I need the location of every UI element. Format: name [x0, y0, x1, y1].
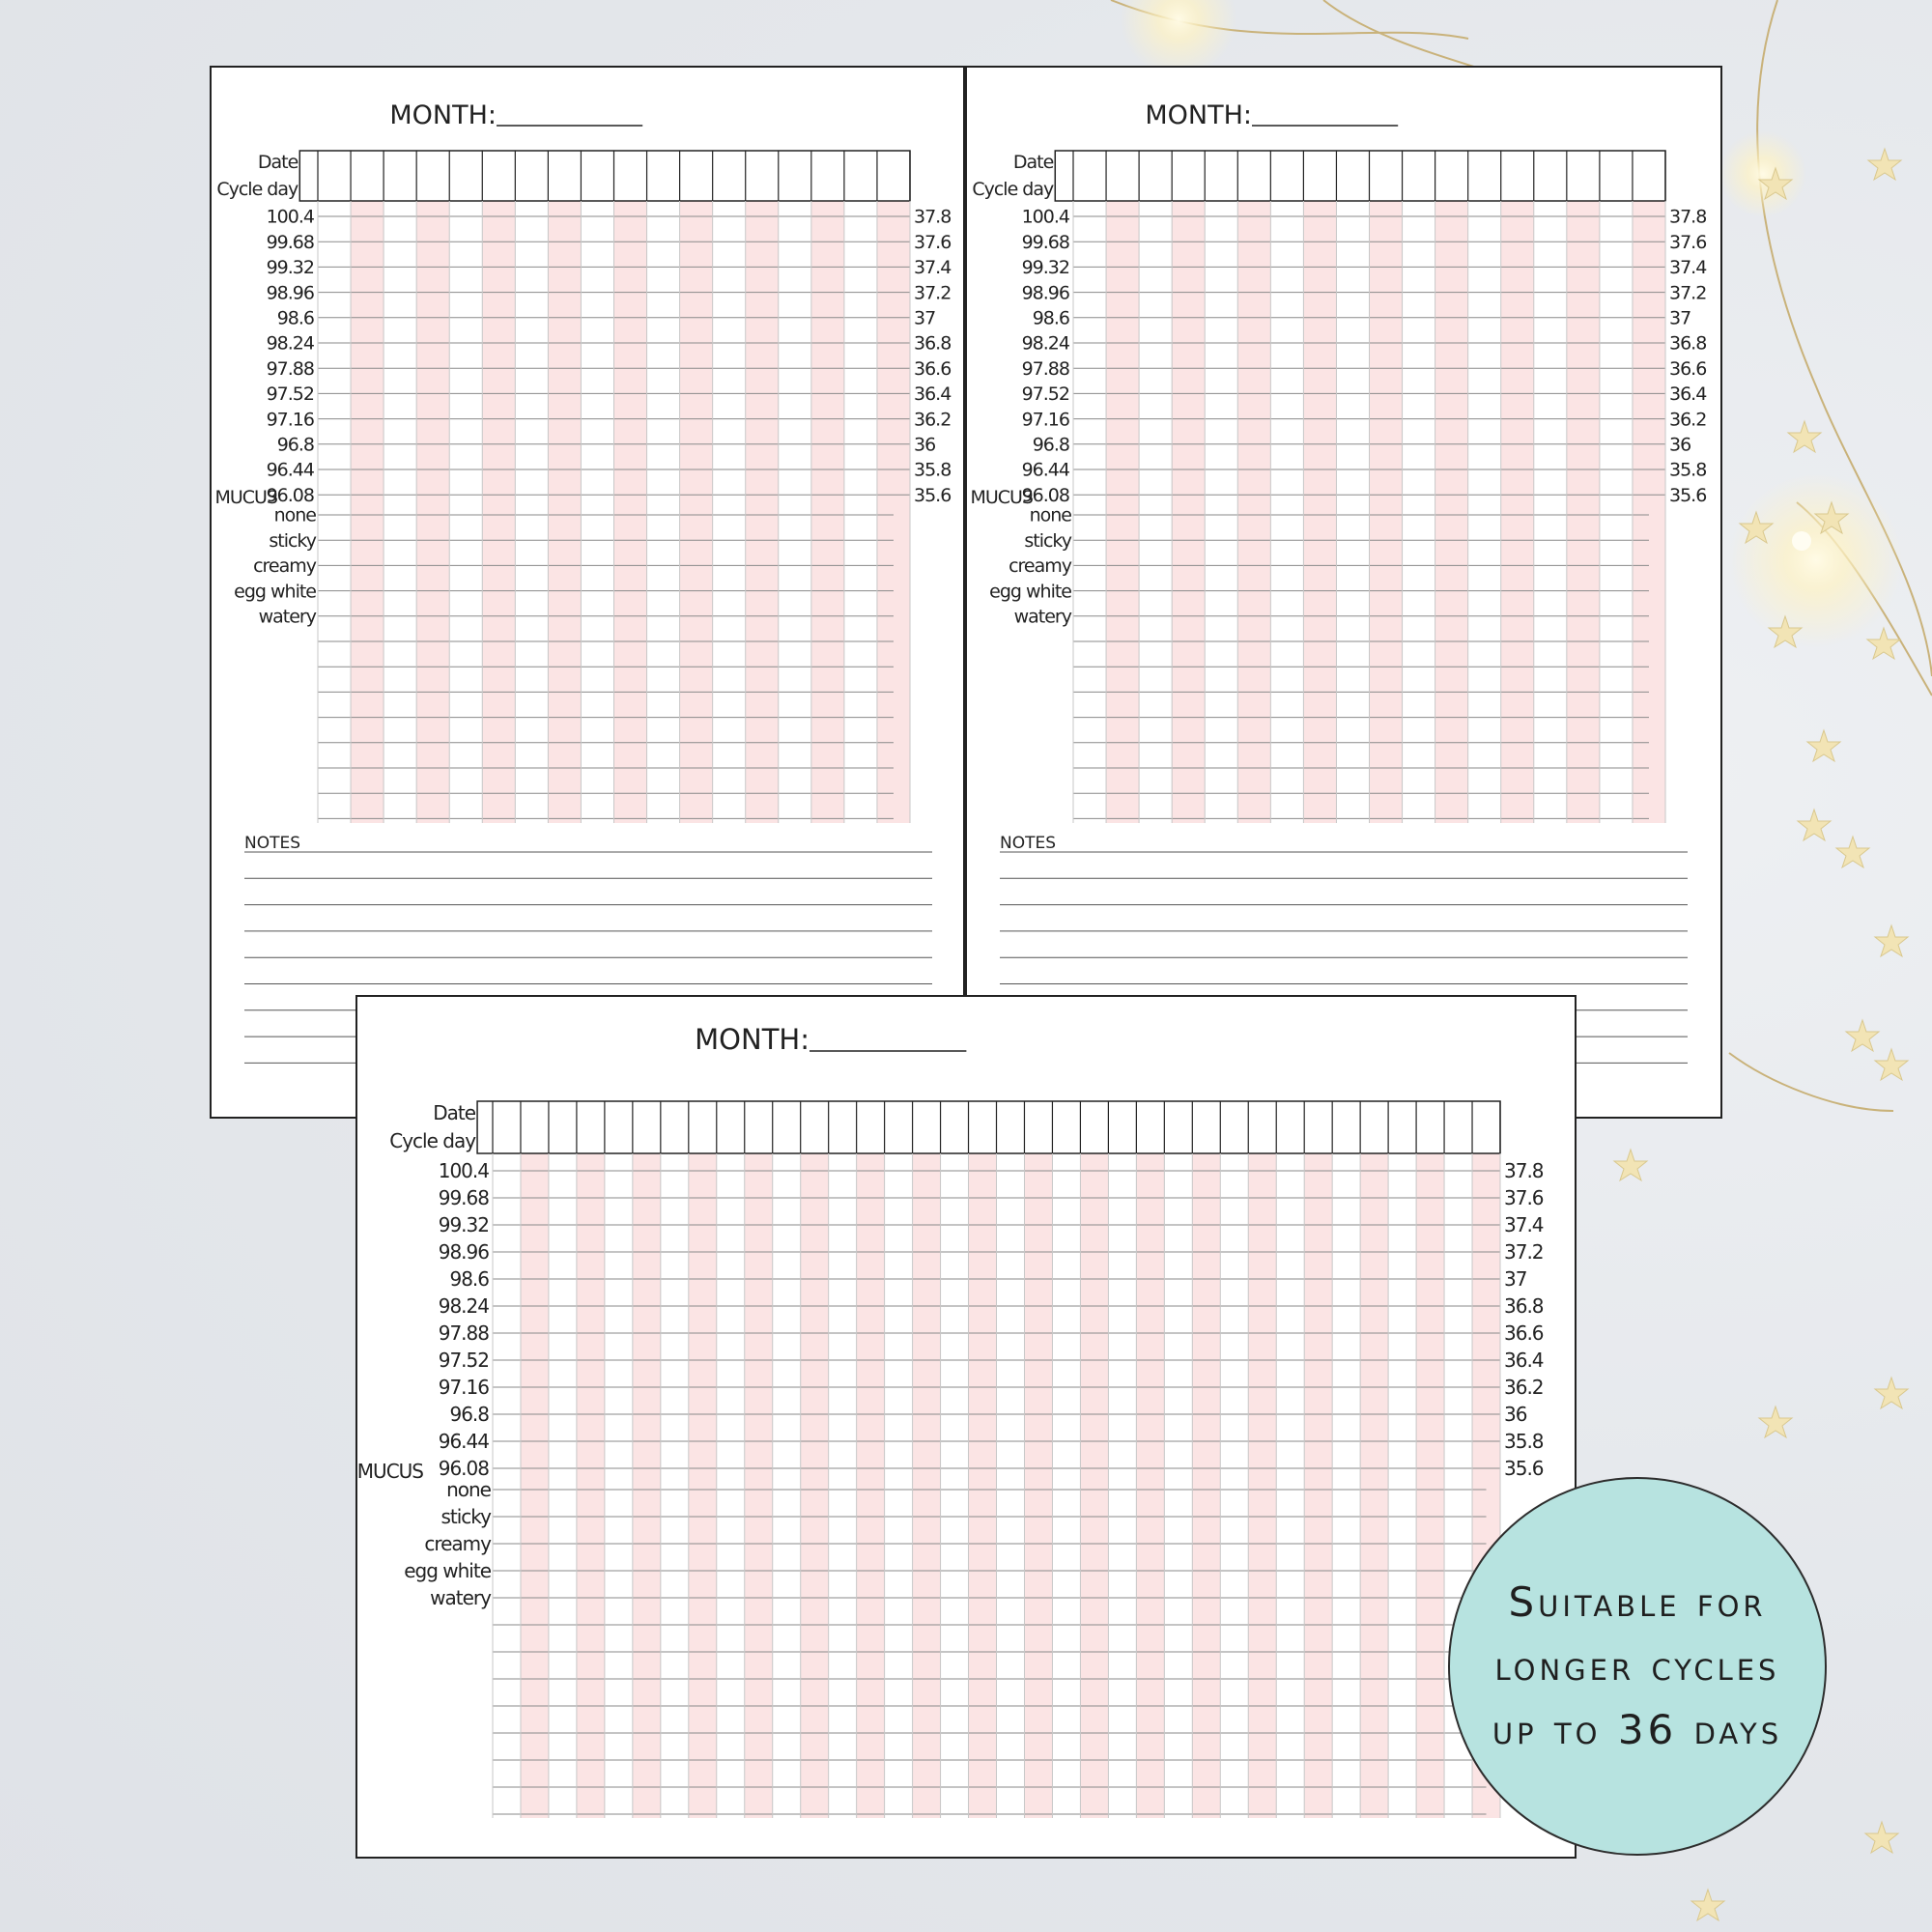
celsius-tick-label: 35.8 — [914, 459, 952, 481]
day-column-shade — [1360, 1153, 1388, 1818]
day-column-shade — [969, 1153, 997, 1818]
day-column-shade — [1192, 1153, 1220, 1818]
celsius-tick-label: 36.6 — [1504, 1321, 1544, 1345]
fahrenheit-tick-label: 96.08 — [438, 1457, 489, 1480]
fahrenheit-tick-label: 97.16 — [438, 1376, 489, 1399]
day-column-shade — [1172, 201, 1205, 823]
mucus-type-label: sticky — [440, 1505, 491, 1528]
day-column-shade — [1024, 1153, 1052, 1818]
fahrenheit-tick-label: 100.4 — [266, 206, 314, 228]
celsius-tick-label: 37.4 — [1669, 257, 1707, 279]
day-column-shade — [1304, 1153, 1332, 1818]
day-column-shade — [351, 201, 384, 823]
day-column-shade — [857, 1153, 885, 1818]
fahrenheit-tick-label: 96.44 — [266, 459, 314, 481]
day-column-shade — [1136, 1153, 1164, 1818]
fahrenheit-tick-label: 99.32 — [1021, 257, 1069, 279]
celsius-tick-label: 37.6 — [1669, 231, 1707, 253]
fahrenheit-tick-label: 96.08 — [266, 484, 314, 506]
day-column-shade — [482, 201, 515, 823]
mucus-type-label: egg white — [404, 1559, 491, 1582]
fahrenheit-tick-label: 97.52 — [438, 1349, 489, 1372]
celsius-tick-label: 35.6 — [914, 484, 952, 506]
day-column-shade — [680, 201, 713, 823]
celsius-tick-label: 36.6 — [1669, 357, 1707, 380]
day-column-shade — [877, 201, 910, 823]
fahrenheit-tick-label: 98.24 — [438, 1294, 489, 1318]
fahrenheit-tick-label: 99.32 — [438, 1213, 489, 1236]
fahrenheit-tick-label: 98.6 — [1032, 307, 1069, 329]
day-column-shade — [811, 201, 844, 823]
chart-sheet-left — [210, 66, 965, 1119]
date-header-box — [299, 151, 910, 201]
celsius-tick-label: 37.6 — [914, 231, 952, 253]
fahrenheit-tick-label: 100.4 — [1021, 206, 1069, 228]
fahrenheit-tick-label: 98.96 — [1021, 282, 1069, 304]
day-column-shade — [689, 1153, 717, 1818]
date-label: Date — [257, 152, 298, 174]
day-column-shade — [1435, 201, 1468, 823]
cycle-day-label: Cycle day — [972, 179, 1054, 200]
celsius-tick-label: 37.2 — [1669, 282, 1707, 304]
celsius-tick-label: 36.2 — [914, 409, 952, 431]
mucus-type-label: sticky — [269, 529, 316, 552]
celsius-tick-label: 36 — [1669, 434, 1691, 456]
celsius-tick-label: 36.6 — [914, 357, 952, 380]
mucus-type-label: sticky — [1024, 529, 1071, 552]
day-column-shade — [548, 201, 581, 823]
fahrenheit-tick-label: 97.16 — [1021, 409, 1069, 431]
day-column-shade — [1303, 201, 1336, 823]
mucus-type-label: none — [1029, 504, 1071, 526]
date-label: Date — [433, 1101, 476, 1124]
day-column-shade — [521, 1153, 549, 1818]
fahrenheit-tick-label: 96.8 — [449, 1403, 489, 1426]
day-column-shade — [745, 1153, 773, 1818]
day-column-shade — [1567, 201, 1600, 823]
cycle-day-label: Cycle day — [389, 1129, 476, 1152]
celsius-tick-label: 37.4 — [914, 257, 952, 279]
fahrenheit-tick-label: 99.32 — [266, 257, 314, 279]
fahrenheit-tick-label: 98.24 — [1021, 332, 1069, 355]
fertility-chart — [357, 997, 1575, 1857]
mucus-heading: MUCUS — [357, 1460, 423, 1483]
date-header-box — [477, 1101, 1500, 1153]
mucus-type-label: none — [446, 1478, 491, 1501]
chart-sheet-long-cycle — [355, 995, 1577, 1859]
celsius-tick-label: 37.8 — [1504, 1159, 1544, 1182]
day-column-shade — [1237, 201, 1270, 823]
celsius-tick-label: 37 — [914, 307, 936, 329]
celsius-tick-label: 37.8 — [1669, 206, 1707, 228]
notes-label: NOTES — [244, 834, 301, 853]
celsius-tick-label: 36.4 — [914, 384, 952, 406]
day-column-shade — [416, 201, 449, 823]
celsius-tick-label: 36.8 — [914, 332, 952, 355]
celsius-tick-label: 36.2 — [1669, 409, 1707, 431]
celsius-tick-label: 36.2 — [1504, 1376, 1544, 1399]
day-column-shade — [614, 201, 647, 823]
celsius-tick-label: 37.8 — [914, 206, 952, 228]
notes-label: NOTES — [1000, 834, 1057, 853]
fahrenheit-tick-label: 97.88 — [1021, 357, 1069, 380]
mucus-type-label: creamy — [1009, 555, 1071, 578]
mucus-type-label: none — [273, 504, 316, 526]
mucus-type-label: creamy — [424, 1532, 491, 1555]
fahrenheit-tick-label: 96.8 — [276, 434, 314, 456]
mucus-type-label: watery — [258, 606, 316, 628]
celsius-tick-label: 37 — [1669, 307, 1691, 329]
day-column-shade — [801, 1153, 829, 1818]
celsius-tick-label: 37.2 — [1504, 1240, 1544, 1264]
day-column-shade — [1106, 201, 1139, 823]
celsius-tick-label: 37.2 — [914, 282, 952, 304]
fahrenheit-tick-label: 98.24 — [266, 332, 314, 355]
fahrenheit-tick-label: 99.68 — [438, 1186, 489, 1209]
day-column-shade — [1248, 1153, 1276, 1818]
mucus-heading: MUCUS — [970, 487, 1033, 508]
celsius-tick-label: 37 — [1504, 1267, 1527, 1291]
mucus-type-label: egg white — [989, 581, 1071, 603]
celsius-tick-label: 37.6 — [1504, 1186, 1544, 1209]
fahrenheit-tick-label: 96.08 — [1021, 484, 1069, 506]
mucus-type-label: creamy — [253, 555, 316, 578]
fahrenheit-tick-label: 96.8 — [1032, 434, 1069, 456]
fahrenheit-tick-label: 98.6 — [276, 307, 314, 329]
mucus-type-label: watery — [1013, 606, 1071, 628]
fahrenheit-tick-label: 100.4 — [438, 1159, 489, 1182]
celsius-tick-label: 35.6 — [1669, 484, 1707, 506]
day-column-shade — [746, 201, 779, 823]
date-label: Date — [1012, 152, 1054, 174]
celsius-tick-label: 36.8 — [1504, 1294, 1544, 1318]
mucus-type-label: egg white — [234, 581, 316, 603]
day-column-shade — [1633, 201, 1665, 823]
fahrenheit-tick-label: 98.6 — [449, 1267, 489, 1291]
fahrenheit-tick-label: 96.44 — [1021, 459, 1069, 481]
day-column-shade — [913, 1153, 941, 1818]
fertility-chart — [967, 68, 1720, 1117]
celsius-tick-label: 36.8 — [1669, 332, 1707, 355]
fahrenheit-tick-label: 97.88 — [438, 1321, 489, 1345]
celsius-tick-label: 35.8 — [1504, 1430, 1544, 1453]
day-column-shade — [1370, 201, 1403, 823]
month-label: MONTH: — [389, 100, 497, 130]
day-column-shade — [633, 1153, 661, 1818]
fahrenheit-tick-label: 98.96 — [438, 1240, 489, 1264]
mucus-heading: MUCUS — [214, 487, 277, 508]
fahrenheit-tick-label: 99.68 — [1021, 231, 1069, 253]
chart-sheet-right — [965, 66, 1722, 1119]
celsius-tick-label: 36 — [1504, 1403, 1527, 1426]
day-column-shade — [1501, 201, 1534, 823]
celsius-tick-label: 35.6 — [1504, 1457, 1544, 1480]
fahrenheit-tick-label: 97.88 — [266, 357, 314, 380]
celsius-tick-label: 36 — [914, 434, 936, 456]
date-header-box — [1055, 151, 1665, 201]
day-column-shade — [1416, 1153, 1444, 1818]
fertility-chart — [212, 68, 963, 1117]
fahrenheit-tick-label: 98.96 — [266, 282, 314, 304]
celsius-tick-label: 36.4 — [1669, 384, 1707, 406]
fahrenheit-tick-label: 97.52 — [266, 384, 314, 406]
celsius-tick-label: 35.8 — [1669, 459, 1707, 481]
badge-long-cycles — [1448, 1477, 1827, 1856]
mucus-type-label: watery — [430, 1586, 491, 1609]
cycle-day-label: Cycle day — [216, 179, 298, 200]
day-column-shade — [1080, 1153, 1108, 1818]
month-label: MONTH: — [1145, 100, 1252, 130]
fahrenheit-tick-label: 97.16 — [266, 409, 314, 431]
celsius-tick-label: 36.4 — [1504, 1349, 1544, 1372]
fahrenheit-tick-label: 97.52 — [1021, 384, 1069, 406]
day-column-shade — [577, 1153, 605, 1818]
badge-text: Suitable for longer cycles up to 36 days — [1492, 1578, 1783, 1753]
fahrenheit-tick-label: 96.44 — [438, 1430, 489, 1453]
celsius-tick-label: 37.4 — [1504, 1213, 1544, 1236]
month-label: MONTH: — [695, 1023, 810, 1056]
fahrenheit-tick-label: 99.68 — [266, 231, 314, 253]
